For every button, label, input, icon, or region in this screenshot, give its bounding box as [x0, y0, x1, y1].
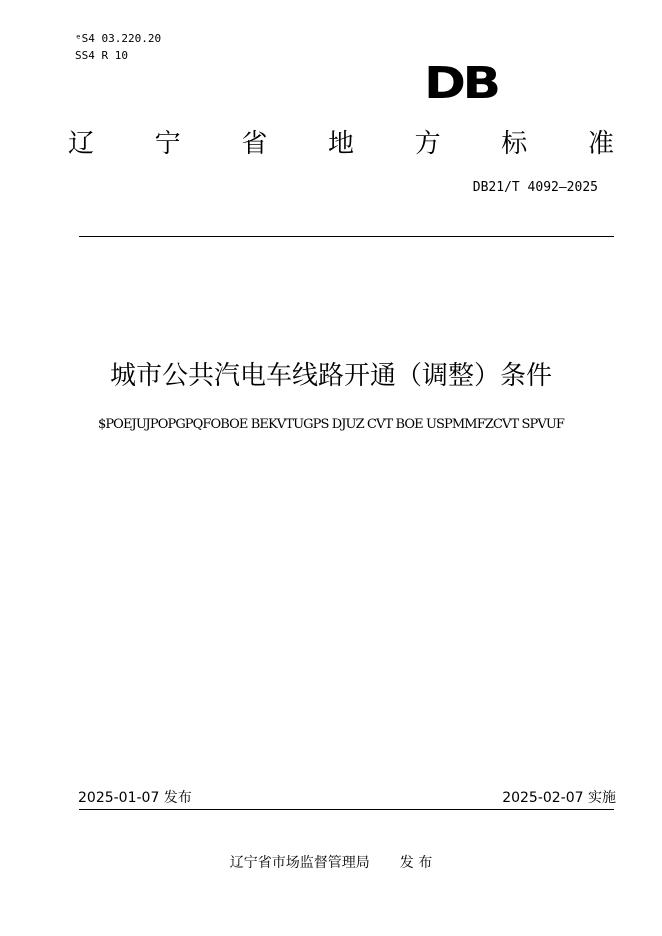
ics-number: ᵉS4 03.220.20 — [75, 32, 162, 45]
standard-type-char: 地 — [327, 129, 354, 159]
publisher-line — [0, 854, 662, 872]
db-logo: DB — [424, 58, 498, 109]
footer-divider — [79, 809, 614, 810]
document-title-chinese: 城市公共汽电车线路开通（调整）条件 — [109, 361, 552, 391]
standard-type-char: 省 — [241, 129, 268, 159]
publisher-name: 辽宁省市场监督管理局 — [229, 855, 370, 871]
standard-type-char: 辽 — [68, 129, 95, 159]
publish-action: 发 布 — [399, 855, 433, 871]
issue-date: 2025-01-07 发布 — [78, 790, 192, 806]
standard-type-char: 准 — [587, 129, 614, 159]
standard-type-char: 宁 — [154, 129, 181, 159]
standard-type-char: 方 — [414, 129, 441, 159]
implementation-date: 2025-02-07 实施 — [502, 790, 616, 806]
standard-type-char: 标 — [501, 129, 528, 159]
ccs-number: SS4 R 10 — [75, 49, 128, 62]
document-title-english: $POEJUJPOPGPQFOBOE BEKVTUGPS DJUZ CVT BOE USPMMFZCVT SPVUF — [97, 417, 565, 432]
standard-code: DB21/T 4092—2025 — [472, 180, 598, 195]
standard-type-title — [68, 124, 614, 164]
header-divider — [79, 236, 614, 237]
